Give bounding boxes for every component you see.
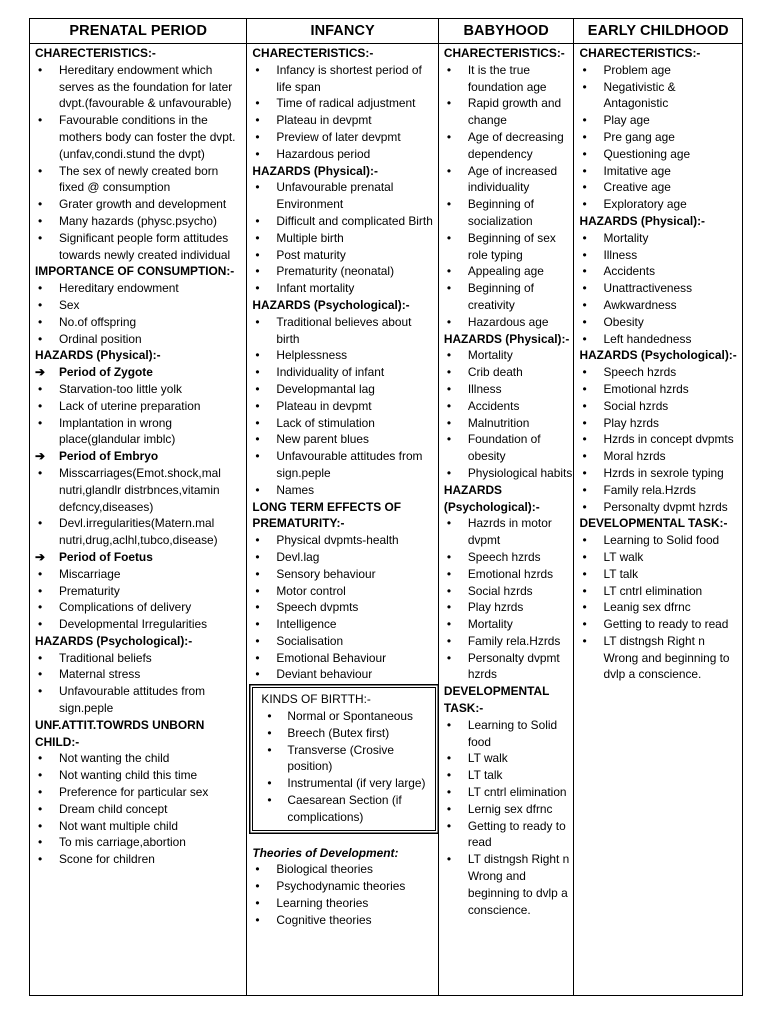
- list-item: • Lack of uterine preparation: [35, 398, 246, 415]
- list-item: • Learning to Solid food: [444, 717, 574, 751]
- list-item: • Learning to Solid food: [579, 532, 742, 549]
- list-item: • Scone for children: [35, 851, 246, 868]
- list-item: • Foundation of obesity: [444, 431, 574, 465]
- list-item: • Dream child concept: [35, 801, 246, 818]
- list-item: • Mortality: [444, 347, 574, 364]
- list-item: • Prematurity: [35, 583, 246, 600]
- list-item: • Personalty dvpmt hzrds: [579, 499, 742, 516]
- list-item: • Plateau in devpmt: [252, 112, 437, 129]
- list-item: • Negativistic & Antagonistic: [579, 79, 742, 113]
- list-item: • Unattractiveness: [579, 280, 742, 297]
- list-item: • Unfavourable attitudes from sign.peple: [35, 683, 246, 717]
- list-item: • Personalty dvpmt hzrds: [444, 650, 574, 684]
- list-item: • Sex: [35, 297, 246, 314]
- list-item: • LT distngsh Right n Wrong and beginning to dvlp a conscience.: [579, 633, 742, 683]
- list-item: • Hazrds in motor dvpmt: [444, 515, 574, 549]
- list-item: • Malnutrition: [444, 415, 574, 432]
- list-item: • Traditional beliefs: [35, 650, 246, 667]
- babyhood-task-title: DEVELOPMENTAL TASK:-: [443, 684, 550, 716]
- births-list: [261, 708, 434, 826]
- list-item: • Breech (Butex first): [261, 725, 434, 742]
- infancy-body: [247, 44, 437, 929]
- list-item: • Normal or Spontaneous: [261, 708, 434, 725]
- list-item: • Age of decreasing dependency: [444, 129, 574, 163]
- births-title: KINDS OF BIRTTH:-: [261, 692, 371, 707]
- list-item: • Awkwardness: [579, 297, 742, 314]
- list-item: • Mortality: [444, 616, 574, 633]
- list-item: • LT talk: [579, 566, 742, 583]
- babyhood-haz-phys-title: HAZARDS (Physical):-: [443, 331, 570, 346]
- list-item: • Age of increased individuality: [444, 163, 574, 197]
- prenatal-heading: PRENATAL PERIOD: [30, 19, 246, 44]
- list-item: • Physiological habits: [444, 465, 574, 482]
- list-item: • Left handedness: [579, 331, 742, 348]
- list-item: • Emotional hzrds: [579, 381, 742, 398]
- list-item: • LT walk: [579, 549, 742, 566]
- list-item: • Accidents: [444, 398, 574, 415]
- infancy-haz-psych-title: HAZARDS (Psychological):-: [252, 297, 410, 312]
- early-haz-phys-list: [579, 230, 742, 348]
- prenatal-characteristics-more: [35, 163, 246, 264]
- list-item: • Emotional Behaviour: [252, 650, 437, 667]
- list-item: • Illness: [444, 381, 574, 398]
- list-item: • Getting to ready to read: [444, 818, 574, 852]
- list-item: • Physical dvpmts-health: [252, 532, 437, 549]
- prenatal-zygote-list: [35, 381, 246, 448]
- list-item: • Complications of delivery: [35, 599, 246, 616]
- list-item: • Psychodynamic theories: [252, 878, 437, 895]
- list-item: • Not want multiple child: [35, 818, 246, 835]
- babyhood-char-title: CHARECTERISTICS:-: [443, 46, 565, 60]
- list-item: • Ordinal position: [35, 331, 246, 348]
- infancy-haz-psych-list: [252, 314, 437, 499]
- list-item: • Developmantal lag: [252, 381, 437, 398]
- list-item: • New parent blues: [252, 431, 437, 448]
- list-item: • Devl.irregularities(Matern.mal nutri,drug,aclhl,tubco,disease): [35, 515, 246, 549]
- list-item: • Devl.lag: [252, 549, 437, 566]
- infancy-long-term-list: [252, 532, 437, 683]
- list-item: • Sensory behaviour: [252, 566, 437, 583]
- list-item: • Play hzrds: [444, 599, 574, 616]
- list-item: • Hzrds in concept dvpmts: [579, 431, 742, 448]
- list-item: • Exploratory age: [579, 196, 742, 213]
- list-item: • LT walk: [444, 750, 574, 767]
- list-item: • It is the true foundation age: [444, 62, 574, 96]
- zygote-arrow-label: ➔ Period of Zygote: [35, 364, 246, 381]
- list-item: • LT cntrl elimination: [579, 583, 742, 600]
- babyhood-haz-psych-title: HAZARDS (Psychological):-: [443, 482, 540, 514]
- list-item: • Not wanting child this time: [35, 767, 246, 784]
- list-item: • Plateau in devpmt: [252, 398, 437, 415]
- theories-title: Theories of Development:: [252, 845, 399, 860]
- babyhood-heading: BABYHOOD: [439, 19, 574, 44]
- prenatal-foetus-list: [35, 566, 246, 633]
- prenatal-char-continuation: (unfav,condi.stund the dvpt): [59, 146, 205, 161]
- babyhood-column: [439, 19, 575, 995]
- list-item: • Difficult and complicated Birth: [252, 213, 437, 230]
- list-item: • Developmental Irregularities: [35, 616, 246, 633]
- list-item: • Hazardous period: [252, 146, 437, 163]
- list-item: • Significant people form attitudes towards newly created individual: [35, 230, 246, 264]
- list-item: • The sex of newly created born fixed @ consumption: [35, 163, 246, 197]
- list-item: • Instrumental (if very large): [261, 775, 434, 792]
- list-item: • Appealing age: [444, 263, 574, 280]
- list-item: • Hzrds in sexrole typing: [579, 465, 742, 482]
- early-char-title: CHARECTERISTICS:-: [579, 46, 701, 60]
- list-item: • Infancy is shortest period of life span: [252, 62, 437, 96]
- early-characteristics: [579, 62, 742, 213]
- prenatal-unf-title: UNF.ATTIT.TOWRDS UNBORN CHILD:-: [35, 717, 205, 749]
- list-item: • Leanig sex dfrnc: [579, 599, 742, 616]
- list-item: • LT distngsh Right n Wrong and beginning to dvlp a conscience.: [444, 851, 574, 918]
- prenatal-haz-psych-title: HAZARDS (Psychological):-: [35, 633, 193, 648]
- prenatal-embryo-list: [35, 465, 246, 549]
- theories-list: [252, 861, 437, 928]
- infancy-long-term-title: LONG TERM EFFECTS OF PREMATURITY:-: [252, 499, 402, 531]
- list-item: • Miscarriage: [35, 566, 246, 583]
- list-item: • Beginning of socialization: [444, 196, 574, 230]
- list-item: • Learning theories: [252, 895, 437, 912]
- list-item: • To mis carriage,abortion: [35, 834, 246, 851]
- list-item: • Motor control: [252, 583, 437, 600]
- early-childhood-column: [574, 19, 742, 995]
- list-item: • Traditional believes about birth: [252, 314, 437, 348]
- prenatal-body: [30, 44, 246, 868]
- list-item: • Preview of later devpmt: [252, 129, 437, 146]
- babyhood-body: [439, 44, 574, 918]
- early-haz-psych-list: [579, 364, 742, 515]
- prenatal-characteristics: [35, 62, 246, 146]
- list-item: • Misscarriages(Emot.shock,mal nutri,glandlr distrbnces,vitamin defcncy,diseases): [35, 465, 246, 515]
- list-item: • Names: [252, 482, 437, 499]
- list-item: • Time of radical adjustment: [252, 95, 437, 112]
- list-item: • Obesity: [579, 314, 742, 331]
- list-item: • Cognitive theories: [252, 912, 437, 929]
- prenatal-haz-phys-title: HAZARDS (Physical):-: [35, 348, 161, 363]
- list-item: • Multiple birth: [252, 230, 437, 247]
- list-item: • Family rela.Hzrds: [579, 482, 742, 499]
- prenatal-zygote-group: [35, 364, 246, 381]
- list-item: • Biological theories: [252, 861, 437, 878]
- embryo-arrow-label: ➔ Period of Embryo: [35, 448, 246, 465]
- list-item: • LT talk: [444, 767, 574, 784]
- list-item: • Hereditary endowment which serves as the foundation for later dvpt.(favourable & unfavourable): [35, 62, 246, 112]
- development-table: [29, 18, 743, 996]
- list-item: • Post maturity: [252, 247, 437, 264]
- list-item: • No.of offspring: [35, 314, 246, 331]
- list-item: • Caesarean Section (if complications): [261, 792, 434, 826]
- list-item: • LT cntrl elimination: [444, 784, 574, 801]
- list-item: • Imitative age: [579, 163, 742, 180]
- list-item: • Transverse (Crosive position): [261, 742, 434, 776]
- list-item: • Mortality: [579, 230, 742, 247]
- list-item: • Emotional hzrds: [444, 566, 574, 583]
- babyhood-haz-phys-list: [444, 347, 574, 481]
- prenatal-importance-title: IMPORTANCE OF CONSUMPTION:-: [35, 264, 235, 279]
- list-item: • Play hzrds: [579, 415, 742, 432]
- list-item: • Problem age: [579, 62, 742, 79]
- list-item: • Grater growth and development: [35, 196, 246, 213]
- list-item: • Implantation in wrong place(glandular imblc): [35, 415, 246, 449]
- list-item: • Crib death: [444, 364, 574, 381]
- babyhood-haz-psych-list: [444, 515, 574, 683]
- list-item: • Unfavourable prenatal Environment: [252, 179, 437, 213]
- early-task-list: [579, 532, 742, 683]
- prenatal-haz-psych-list: [35, 650, 246, 717]
- list-item: • Starvation-too little yolk: [35, 381, 246, 398]
- infancy-haz-phys-list: [252, 179, 437, 297]
- list-item: • Beginning of creativity: [444, 280, 574, 314]
- prenatal-unf-list: [35, 750, 246, 868]
- infancy-haz-phys-title: HAZARDS (Physical):-: [252, 163, 378, 178]
- early-haz-phys-title: HAZARDS (Physical):-: [579, 213, 706, 228]
- early-childhood-heading: EARLY CHILDHOOD: [574, 19, 742, 44]
- early-childhood-body: [574, 44, 742, 683]
- list-item: • Lernig sex dfrnc: [444, 801, 574, 818]
- prenatal-foetus-group: [35, 549, 246, 566]
- list-item: • Lack of stimulation: [252, 415, 437, 432]
- list-item: • Pre gang age: [579, 129, 742, 146]
- foetus-arrow-label: ➔ Period of Foetus: [35, 549, 246, 566]
- early-task-title: DEVELOPMENTAL TASK:-: [579, 516, 728, 531]
- list-item: • Beginning of sex role typing: [444, 230, 574, 264]
- list-item: • Social hzrds: [444, 583, 574, 600]
- early-haz-psych-title: HAZARDS (Psychological):-: [579, 348, 737, 363]
- list-item: • Family rela.Hzrds: [444, 633, 574, 650]
- list-item: • Socialisation: [252, 633, 437, 650]
- infancy-characteristics: [252, 62, 437, 163]
- list-item: • Helplessness: [252, 347, 437, 364]
- prenatal-char-title: CHARECTERISTICS:-: [35, 46, 156, 60]
- list-item: • Prematurity (neonatal): [252, 263, 437, 280]
- list-item: • Hereditary endowment: [35, 280, 246, 297]
- babyhood-task-list: [444, 717, 574, 919]
- list-item: • Deviant behaviour: [252, 666, 437, 683]
- list-item: • Questioning age: [579, 146, 742, 163]
- list-item: • Individuality of infant: [252, 364, 437, 381]
- list-item: • Many hazards (physc.psycho): [35, 213, 246, 230]
- list-item: • Favourable conditions in the mothers body can foster the dvpt.: [35, 112, 246, 146]
- list-item: • Moral hzrds: [579, 448, 742, 465]
- kinds-of-birth-box: [252, 687, 435, 830]
- list-item: • Preference for particular sex: [35, 784, 246, 801]
- list-item: • Maternal stress: [35, 666, 246, 683]
- list-item: • Hazardous age: [444, 314, 574, 331]
- list-item: • Creative age: [579, 179, 742, 196]
- list-item: • Rapid growth and change: [444, 95, 574, 129]
- infancy-heading: INFANCY: [247, 19, 437, 44]
- theories-section: [252, 845, 437, 929]
- list-item: • Not wanting the child: [35, 750, 246, 767]
- list-item: • Speech hzrds: [579, 364, 742, 381]
- list-item: • Speech hzrds: [444, 549, 574, 566]
- infancy-char-title: CHARECTERISTICS:-: [252, 46, 374, 60]
- infancy-column: [247, 19, 438, 995]
- list-item: • Illness: [579, 247, 742, 264]
- prenatal-column: [30, 19, 247, 995]
- list-item: • Infant mortality: [252, 280, 437, 297]
- list-item: • Intelligence: [252, 616, 437, 633]
- list-item: • Play age: [579, 112, 742, 129]
- list-item: • Speech dvpmts: [252, 599, 437, 616]
- prenatal-embryo-group: [35, 448, 246, 465]
- list-item: • Social hzrds: [579, 398, 742, 415]
- list-item: • Getting to ready to read: [579, 616, 742, 633]
- babyhood-characteristics: [444, 62, 574, 331]
- list-item: • Accidents: [579, 263, 742, 280]
- prenatal-importance-list: [35, 280, 246, 347]
- list-item: • Unfavourable attitudes from sign.peple: [252, 448, 437, 482]
